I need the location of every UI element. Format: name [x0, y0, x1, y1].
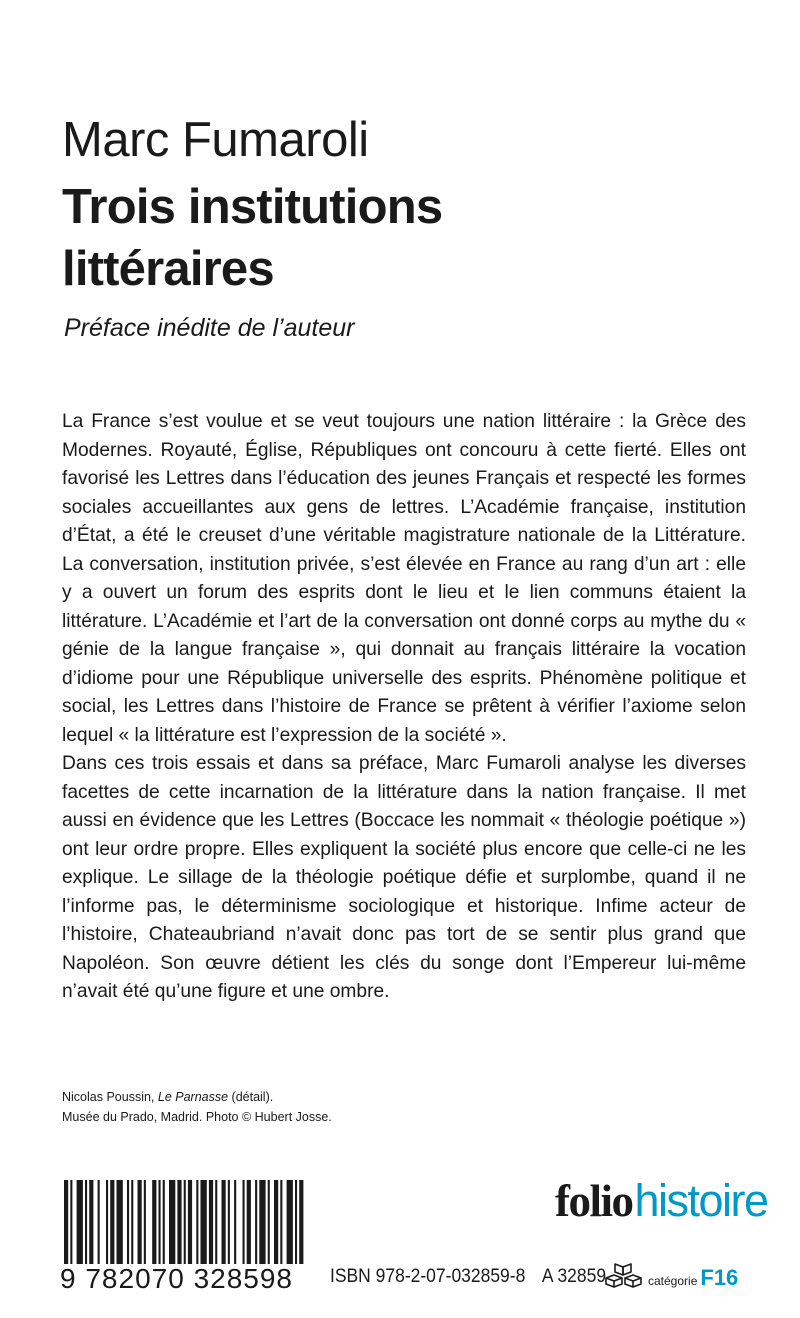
barcode-bar [131, 1180, 133, 1264]
image-credit [62, 1087, 332, 1127]
blurb-paragraph-2: Dans ces trois essais et dans sa préface, Marc Fumaroli analyse les diverses facettes de cette incarnation de la littérature dans la nation française. Il met aussi en évidence que les Lettres (Boccace les nommait « théologie poétique ») ont leur ordre propre. Elles expliquent la société plus encore que celle-ci ne les explique. Le sillage de la théologie poétique défie et surplombe, quand il ne l’informe pas, le déterminisme sociologique et historique. Infime acteur de l’histoire, Chateaubriand n’avait donc pas tort de se sentir plus grand que Napoléon. Son œuvre détient les clés du songe dont l’Empereur lui-même n’avait été qu’une figure et une ombre. [62, 753, 746, 1002]
category-code: F16 [700, 1265, 739, 1290]
category-label: catégorie [648, 1274, 698, 1288]
barcode-bar [163, 1180, 165, 1264]
title-line-1: Trois institutions [62, 180, 443, 234]
barcode-bar [177, 1180, 181, 1264]
book-title [62, 176, 742, 300]
barcode-bar [77, 1180, 83, 1264]
barcode-bar [243, 1180, 245, 1264]
isbn-number: ISBN 978-2-07-032859-8 [330, 1266, 526, 1287]
barcode-bar [274, 1180, 278, 1264]
barcode-bar [106, 1180, 108, 1264]
barcode-bar [159, 1180, 161, 1264]
barcode-bar [255, 1180, 257, 1264]
barcode-bar [89, 1180, 93, 1264]
barcode-bar [295, 1180, 297, 1264]
barcode-bar [188, 1180, 192, 1264]
brand-folio: folio [555, 1176, 633, 1226]
credit-artist: Nicolas Poussin, [62, 1090, 158, 1104]
barcode-bar [209, 1180, 213, 1264]
barcode-bar [169, 1180, 175, 1264]
barcode-bar [222, 1180, 226, 1264]
barcode-bar [138, 1180, 142, 1264]
internal-code: A 32859 [541, 1266, 607, 1287]
barcode-bar [228, 1180, 230, 1264]
barcode-bar [268, 1180, 270, 1264]
blurb-text [62, 408, 746, 1007]
credit-work: Le Parnasse [157, 1090, 229, 1104]
barcode-bar [117, 1180, 123, 1264]
barcode-bar [287, 1180, 293, 1264]
category [648, 1265, 738, 1291]
barcode-bar [85, 1180, 87, 1264]
barcode-bar [196, 1180, 198, 1264]
blurb-paragraph-1: La France s’est voulue et se veut toujours une nation littéraire : la Grèce des Modernes. Royauté, Église, Républiques ont concouru à cette fierté. Elles ont favorisé les Lettres dans l’éducation des jeunes Français et respecté les formes sociales accueillantes aux gens de lettres. L’Académie française, institution d’État, a été le creuset d’une véritable magistrature nationale de la Littérature. La conversation, institution privée, s’est élevée en France au rang d’un art : elle y a ouvert un forum des esprits dont le lieu et le lien communs étaient la littérature. L’Académie et l’art de la conversation ont donné corps au mythe du « génie de la langue française », qui donnait au français littéraire la vocation d’idiome pour une République universelle des esprits. Phénomène politique et social, les Lettres dans l’histoire de France se prêtent à vérifier l’axiome selon lequel « la littérature est l’expression de la société ». [62, 411, 746, 746]
barcode-bar [152, 1180, 156, 1264]
publisher-logo [555, 1175, 768, 1227]
barcode-bar [70, 1180, 72, 1264]
books-icon [603, 1261, 645, 1293]
barcode-bar [184, 1180, 186, 1264]
barcode-bar [110, 1180, 114, 1264]
author-name: Marc Fumaroli [62, 113, 369, 167]
barcode-bar [144, 1180, 146, 1264]
barcode [60, 1180, 310, 1298]
barcode-bar [247, 1180, 251, 1264]
barcode-bar [215, 1180, 217, 1264]
barcode-bar [280, 1180, 282, 1264]
barcode-bar [127, 1180, 129, 1264]
barcode-bar [234, 1180, 236, 1264]
barcode-bar [64, 1180, 68, 1264]
barcode-bar [201, 1180, 207, 1264]
credit-location: Musée du Prado, Madrid. Photo © Hubert Josse. [62, 1110, 332, 1124]
title-line-2: littéraires [62, 242, 274, 296]
barcode-bar [98, 1180, 100, 1264]
isbn-line [330, 1264, 606, 1290]
barcode-digits: 9 782070 328598 [60, 1263, 293, 1294]
barcode-bars [60, 1180, 310, 1268]
barcode-bar [259, 1180, 265, 1264]
book-subtitle: Préface inédite de l’auteur [64, 314, 355, 342]
brand-histoire: histoire [634, 1175, 768, 1226]
credit-detail: (détail). [228, 1090, 274, 1104]
barcode-bar [299, 1180, 303, 1264]
